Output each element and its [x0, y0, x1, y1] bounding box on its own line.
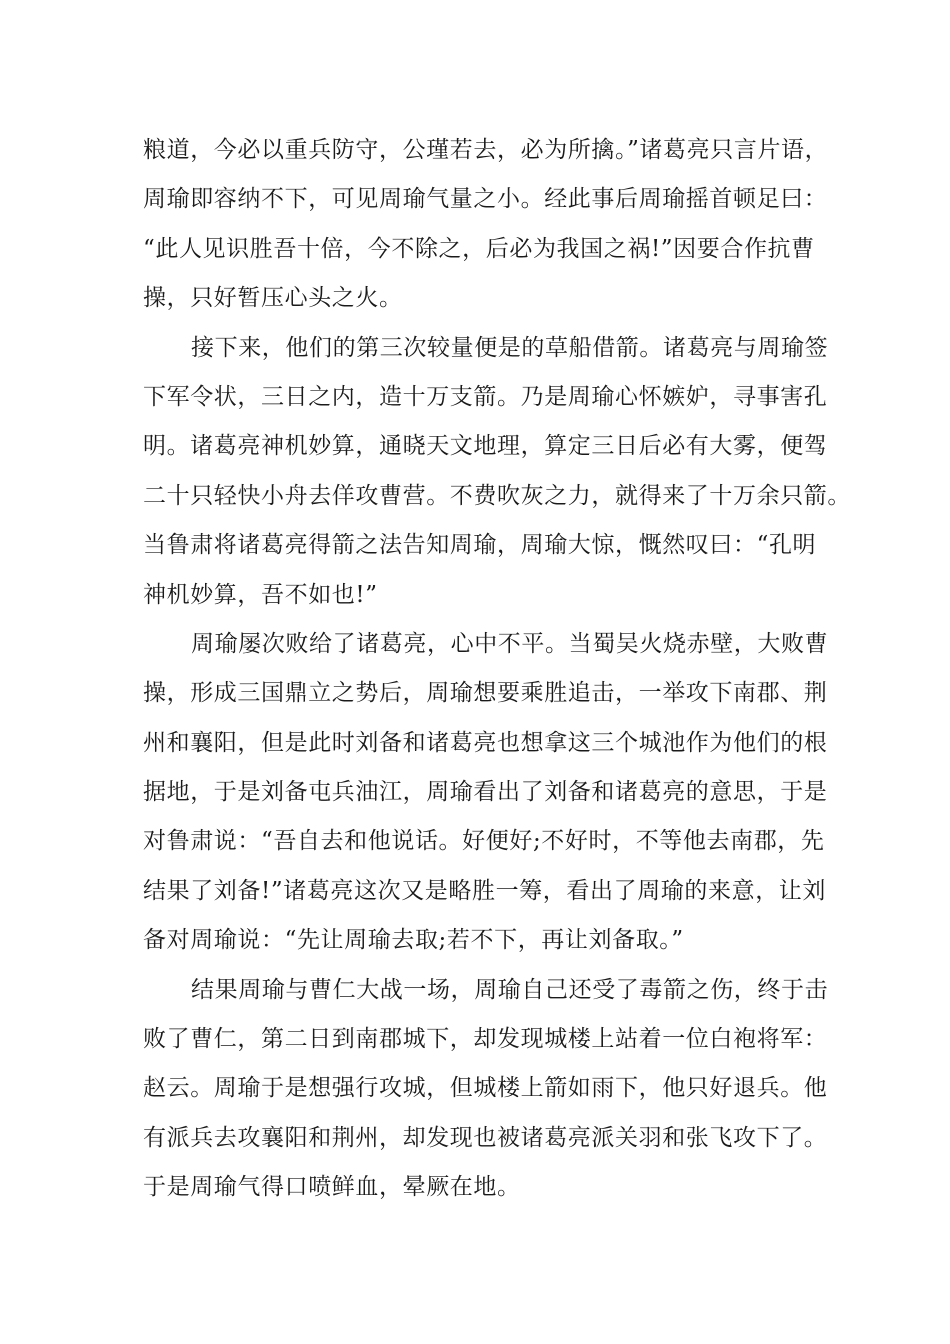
text-line: 败了曹仁，第二日到南郡城下，却发现城楼上站着一位白袍将军： — [143, 1026, 828, 1053]
text-line: 对鲁肃说：“吾自去和他说话。好便好;不好时，不等他去南郡，先 — [143, 828, 825, 855]
text-line: 二十只轻快小舟去佯攻曹营。不费吹灰之力，就得来了十万余只箭。 — [143, 482, 851, 509]
text-line: 周瑜即容纳不下，可见周瑜气量之小。经此事后周瑜摇首顿足曰： — [143, 186, 828, 213]
text-line: 当鲁肃将诸葛亮得箭之法告知周瑜，周瑜大惊，慨然叹曰：“孔明 — [143, 532, 817, 559]
text-line: 接下来，他们的第三次较量便是的草船借箭。诸葛亮与周瑜签 — [191, 334, 829, 361]
text-line: “此人见识胜吾十倍，今不除之，后必为我国之祸!”因要合作抗曹 — [143, 235, 815, 262]
paragraph — [143, 966, 829, 1213]
text-line: 粮道，今必以重兵防守，公瑾若去，必为所擒。”诸葛亮只言片语， — [143, 137, 829, 163]
text-line: 下军令状，三日之内，造十万支箭。乃是周瑜心怀嫉妒，寻事害孔 — [143, 383, 828, 410]
paragraph — [143, 620, 829, 966]
paragraph — [143, 324, 851, 620]
text-line: 备对周瑜说：“先让周瑜去取;若不下，再让刘备取。” — [143, 927, 684, 954]
text-line: 周瑜屡次败给了诸葛亮，心中不平。当蜀吴火烧赤壁，大败曹 — [191, 630, 829, 657]
text-line: 操，只好暂压心头之火。 — [143, 285, 403, 312]
text-line: 赵云。周瑜于是想强行攻城，但城楼上箭如雨下，他只好退兵。他 — [143, 1075, 828, 1102]
text-line: 有派兵去攻襄阳和荆州，却发现也被诸葛亮派关羽和张飞攻下了。 — [143, 1124, 828, 1151]
text-line: 结果周瑜与曹仁大战一场，周瑜自己还受了毒箭之伤，终于击 — [191, 976, 829, 1003]
text-line: 神机妙算，吾不如也!” — [143, 581, 378, 608]
text-line: 州和襄阳，但是此时刘备和诸葛亮也想拿这三个城池作为他们的根 — [143, 729, 828, 756]
text-line: 操，形成三国鼎立之势后，周瑜想要乘胜追击，一举攻下南郡、荆 — [143, 680, 828, 707]
text-line: 明。诸葛亮神机妙算，通晓天文地理，算定三日后必有大雾，便驾 — [143, 433, 828, 460]
body-text — [143, 126, 851, 1213]
text-line: 于是周瑜气得口喷鲜血，晕厥在地。 — [143, 1174, 521, 1201]
text-line: 结果了刘备!”诸葛亮这次又是略胜一筹，看出了周瑜的来意，让刘 — [143, 877, 827, 904]
paragraph — [143, 126, 829, 324]
text-line: 据地，于是刘备屯兵油江，周瑜看出了刘备和诸葛亮的意思，于是 — [143, 779, 828, 806]
